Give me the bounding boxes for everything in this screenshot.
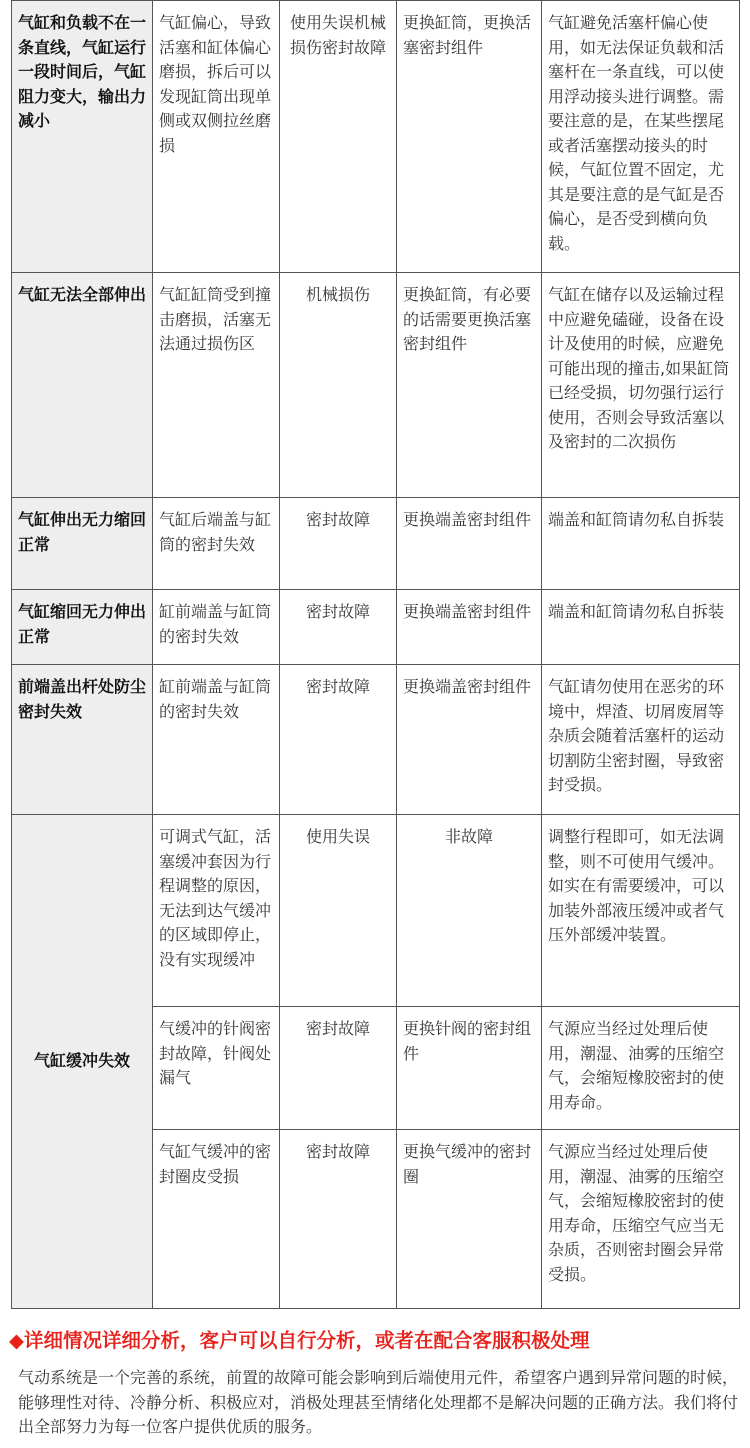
cause-cell: 气缸气缓冲的密封圈皮受损 bbox=[153, 1130, 280, 1309]
note-cell: 气缸在储存以及运输过程中应避免磕碰，设备在设计及使用的时候，应避免可能出现的撞击,如果缸筒已经受损，切勿强行运行使用，否则会导致活塞以及密封的二次损伤 bbox=[542, 273, 740, 498]
note-cell: 气缸避免活塞杆偏心使用，如无法保证负载和活塞杆在一条直线，可以使用浮动接头进行调整。需要注意的是，在某些摆尾或者活塞摆动接头的时候，气缸位置不固定，尤其是要注意的是气缸是否偏心，是否受到横向负载。 bbox=[542, 1, 740, 273]
cause-cell: 气缓冲的针阀密封故障，针阀处漏气 bbox=[153, 1007, 280, 1130]
solution-cell: 更换缸筒，有必要的话需要更换活塞密封组件 bbox=[397, 273, 542, 498]
table-row bbox=[12, 1, 740, 273]
cause-cell: 缸前端盖与缸筒的密封失效 bbox=[153, 665, 280, 815]
symptom-cell: 前端盖出杆处防尘密封失效 bbox=[12, 665, 153, 815]
cause-cell: 可调式气缸，活塞缓冲套因为行程调整的原因，无法到达气缓冲的区域即停止，没有实现缓冲 bbox=[153, 815, 280, 1007]
fault-type-cell: 机械损伤 bbox=[280, 273, 397, 498]
service-paragraph: 气动系统是一个完善的系统，前置的故障可能会影响到后端使用元件，希望客户遇到异常问题的时候，能够理性对待、冷静分析、积极应对，消极处理甚至情绪化处理都不是解决问题的正确方法。我们将付出全部努力为每一位客户提供优质的服务。 bbox=[18, 1368, 739, 1436]
table-row bbox=[12, 815, 740, 1007]
symptom-cell: 气缸缩回无力伸出正常 bbox=[12, 590, 153, 665]
cause-cell: 气缸缸筒受到撞击磨损，活塞无法通过损伤区 bbox=[153, 273, 280, 498]
note-cell: 气源应当经过处理后使用，潮湿、油雾的压缩空气，会缩短橡胶密封的使用寿命，压缩空气应当无杂质，否则密封圈会异常受损。 bbox=[542, 1130, 740, 1309]
solution-cell: 更换针阀的密封组件 bbox=[397, 1007, 542, 1130]
solution-cell: 非故障 bbox=[397, 815, 542, 1007]
table-row bbox=[12, 273, 740, 498]
cause-cell: 气缸偏心，导致活塞和缸体偏心磨损，拆后可以发现缸筒出现单侧或双侧拉丝磨损 bbox=[153, 1, 280, 273]
cause-cell: 气缸后端盖与缸筒的密封失效 bbox=[153, 498, 280, 590]
fault-table bbox=[11, 0, 740, 1309]
solution-cell: 更换气缓冲的密封圈 bbox=[397, 1130, 542, 1309]
fault-type-cell: 密封故障 bbox=[280, 498, 397, 590]
analysis-heading: ◆详细情况详细分析，客户可以自行分析，或者在配合客服积极处理 bbox=[9, 1329, 590, 1352]
fault-type-cell: 密封故障 bbox=[280, 1007, 397, 1130]
symptom-cell-merged: 气缸缓冲失效 bbox=[12, 815, 153, 1309]
fault-type-cell: 密封故障 bbox=[280, 1130, 397, 1309]
table-row bbox=[12, 665, 740, 815]
cause-cell: 缸前端盖与缸筒的密封失效 bbox=[153, 590, 280, 665]
fault-type-cell: 使用失误 bbox=[280, 815, 397, 1007]
solution-cell: 更换端盖密封组件 bbox=[397, 498, 542, 590]
table-row bbox=[12, 498, 740, 590]
solution-cell: 更换缸筒，更换活塞密封组件 bbox=[397, 1, 542, 273]
symptom-cell: 气缸伸出无力缩回正常 bbox=[12, 498, 153, 590]
symptom-cell: 气缸和负载不在一条直线，气缸运行一段时间后，气缸阻力变大，输出力减小 bbox=[12, 1, 153, 273]
table-row bbox=[12, 590, 740, 665]
fault-type-cell: 密封故障 bbox=[280, 590, 397, 665]
note-cell: 调整行程即可，如无法调整，则不可使用气缓冲。如实在有需要缓冲，可以加装外部液压缓冲或者气压外部缓冲装置。 bbox=[542, 815, 740, 1007]
note-cell: 端盖和缸筒请勿私自拆装 bbox=[542, 498, 740, 590]
fault-type-cell: 密封故障 bbox=[280, 665, 397, 815]
symptom-cell: 气缸无法全部伸出 bbox=[12, 273, 153, 498]
fault-type-cell: 使用失误机械损伤密封故障 bbox=[280, 1, 397, 273]
note-cell: 气源应当经过处理后使用，潮湿、油雾的压缩空气，会缩短橡胶密封的使用寿命。 bbox=[542, 1007, 740, 1130]
note-cell: 端盖和缸筒请勿私自拆装 bbox=[542, 590, 740, 665]
solution-cell: 更换端盖密封组件 bbox=[397, 665, 542, 815]
solution-cell: 更换端盖密封组件 bbox=[397, 590, 542, 665]
note-cell: 气缸请勿使用在恶劣的环境中，焊渣、切屑废屑等杂质会随着活塞杆的运动切割防尘密封圈，导致密封受损。 bbox=[542, 665, 740, 815]
